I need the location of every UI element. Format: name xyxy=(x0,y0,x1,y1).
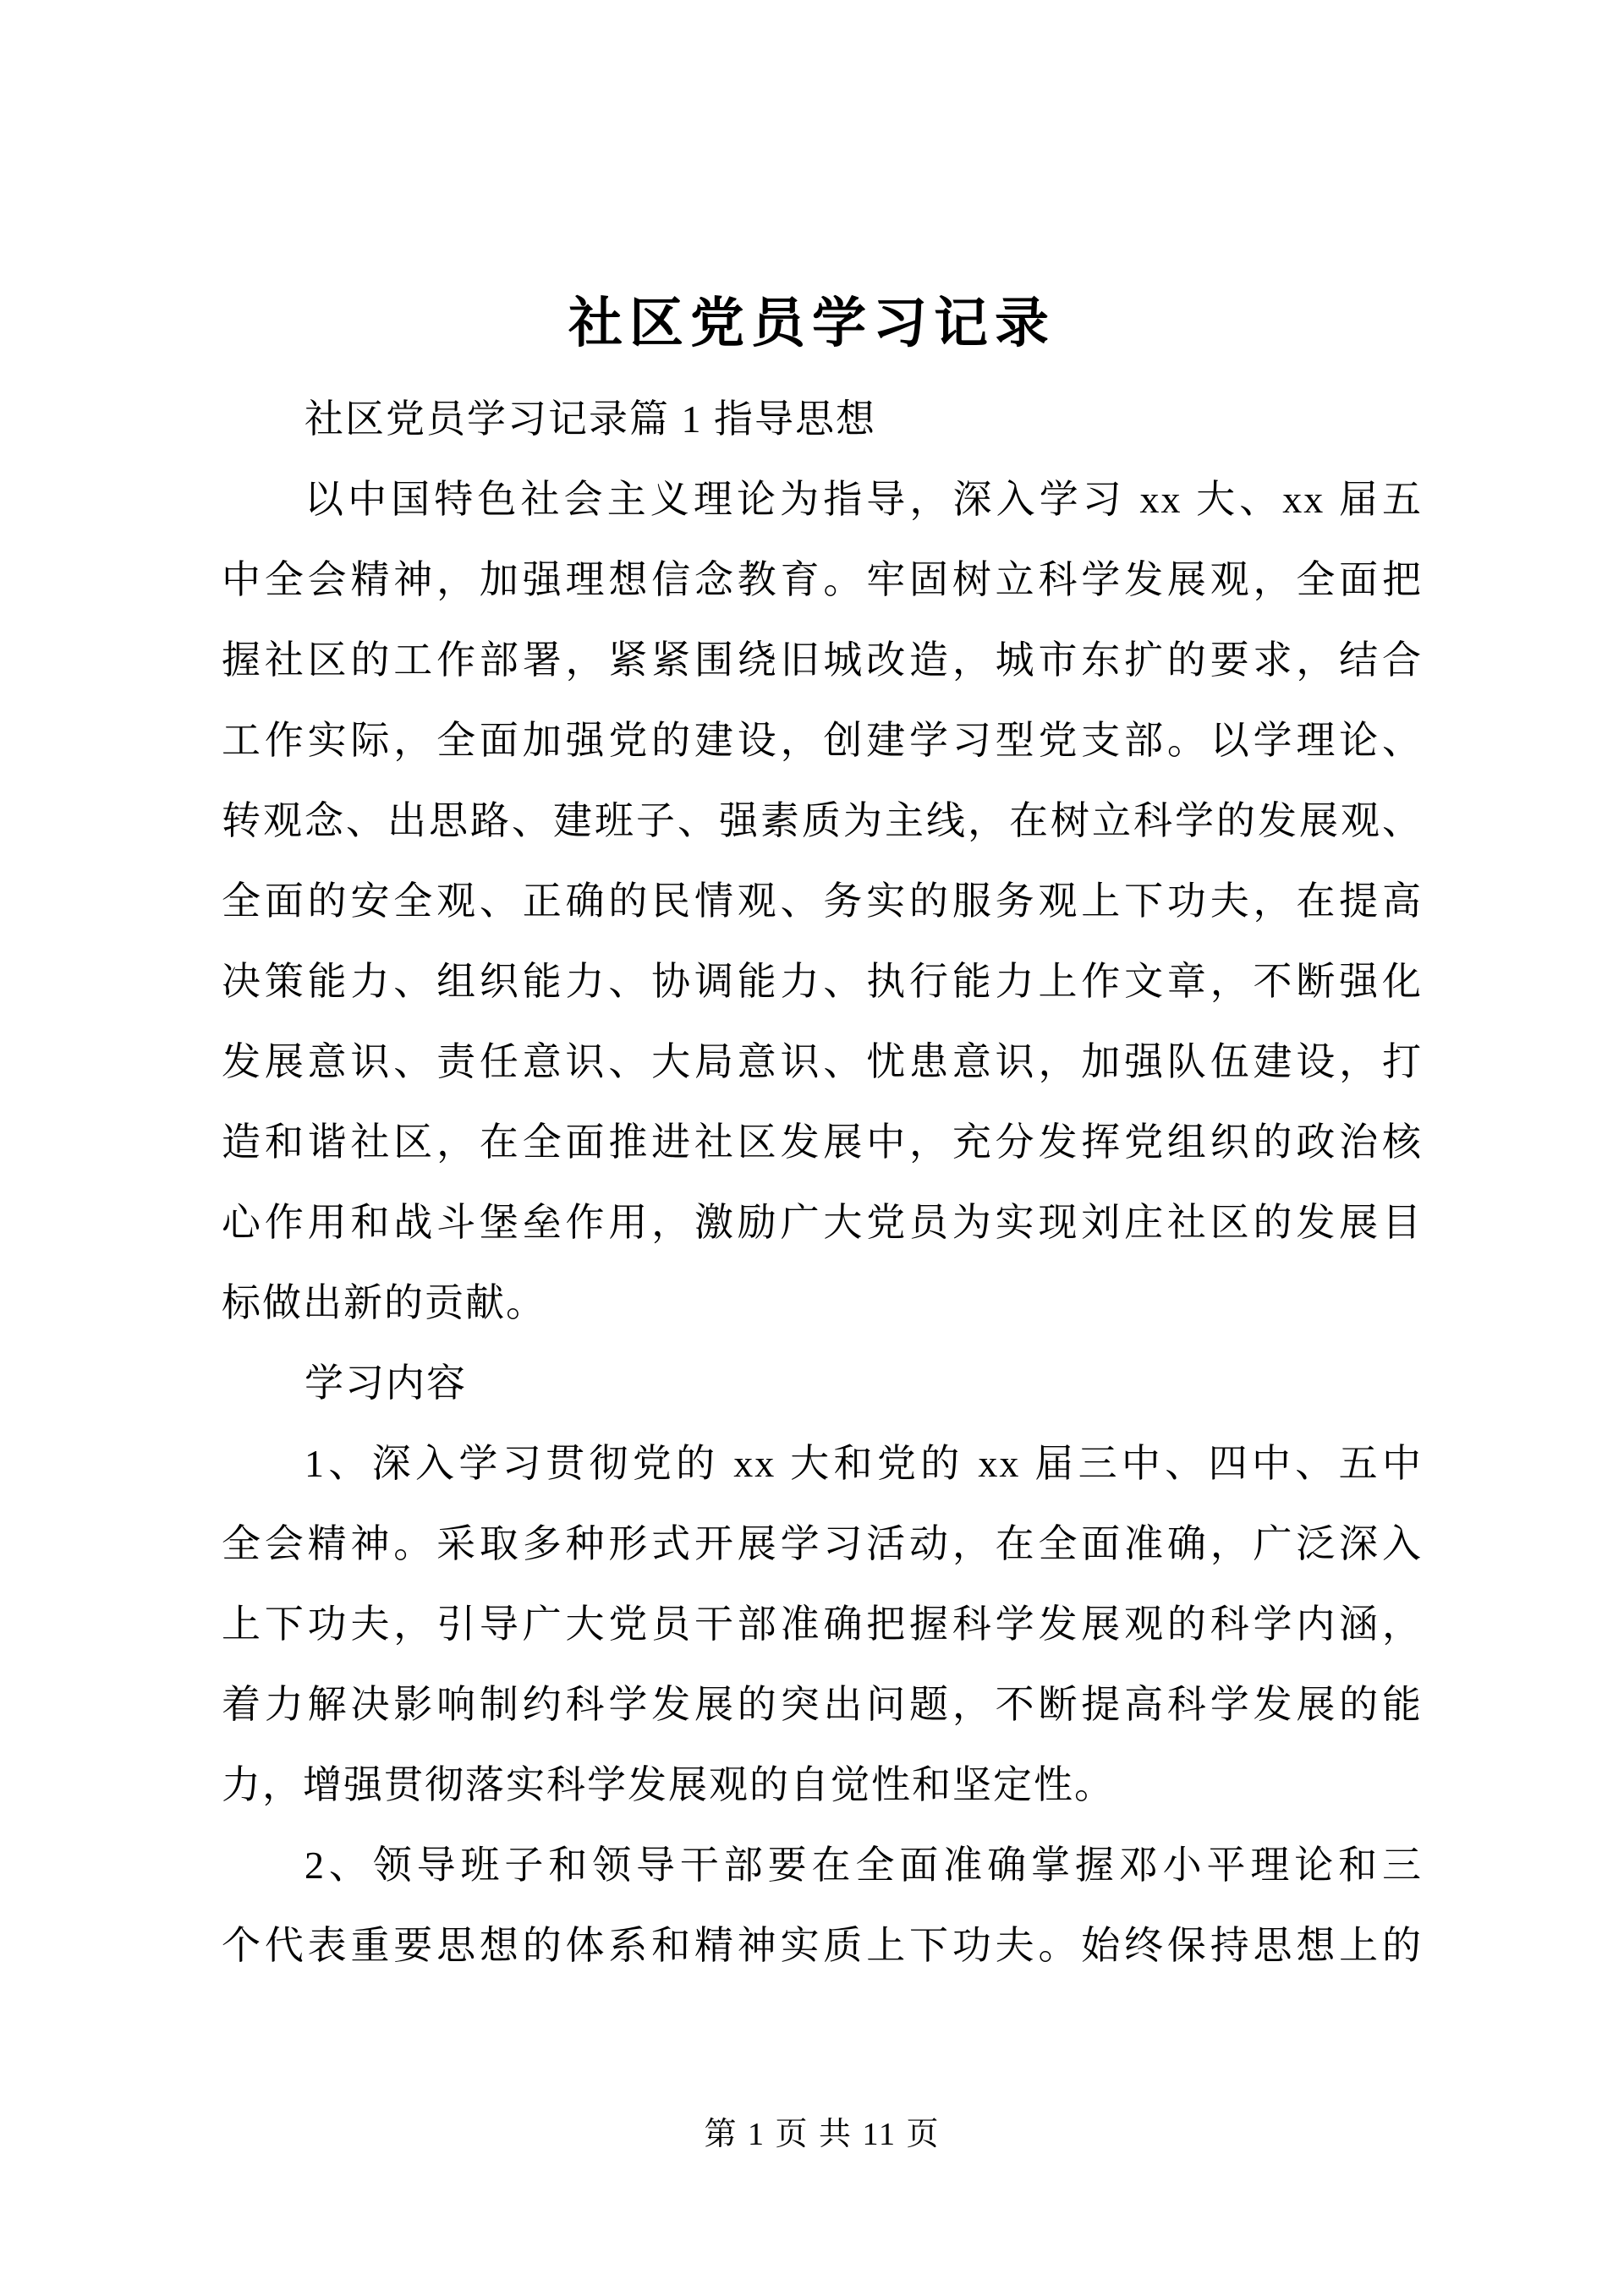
text-line: 力，增强贯彻落实科学发展观的自觉性和坚定性。 xyxy=(222,1763,1115,1806)
text-line: 社区党员学习记录篇 1 指导思想 xyxy=(304,397,876,441)
text-line: 决策能力、组织能力、协调能力、执行能力上作文章，不断强化 xyxy=(222,960,1423,1003)
text-line: 1、深入学习贯彻党的 xx 大和党的 xx 届三中、四中、五中 xyxy=(304,1442,1423,1485)
text-line: 标做出新的贡献。 xyxy=(222,1281,546,1324)
page-number: 第 1 页 共 11 页 xyxy=(704,2117,941,2152)
text-line: 心作用和战斗堡垒作用，激励广大党员为实现刘庄社区的发展目 xyxy=(222,1201,1423,1244)
text-line: 上下功夫，引导广大党员干部准确把握科学发展观的科学内涵， xyxy=(222,1603,1423,1646)
text-line: 以中国特色社会主义理论为指导，深入学习 xx 大、xx 届五 xyxy=(304,478,1423,521)
text-line: 发展意识、责任意识、大局意识、忧患意识，加强队伍建设，打 xyxy=(222,1040,1423,1083)
page-footer xyxy=(0,2114,1624,2155)
text-line: 造和谐社区，在全面推进社区发展中，充分发挥党组织的政治核 xyxy=(222,1121,1423,1164)
text-line: 全会精神。采取多种形式开展学习活动，在全面准确，广泛深入 xyxy=(222,1522,1423,1565)
document-title: 社区党员学习记录 xyxy=(568,293,1056,353)
text-line: 全面的安全观、正确的民情观、务实的服务观上下功夫，在提高 xyxy=(222,879,1423,923)
text-line: 学习内容 xyxy=(304,1362,467,1405)
text-line: 中全会精神，加强理想信念教育。牢固树立科学发展观，全面把 xyxy=(222,558,1423,601)
text-line: 个代表重要思想的体系和精神实质上下功夫。始终保持思想上的 xyxy=(222,1924,1423,1967)
text-line: 工作实际，全面加强党的建设，创建学习型党支部。以学理论、 xyxy=(222,719,1423,762)
text-line: 转观念、出思路、建班子、强素质为主线，在树立科学的发展观、 xyxy=(222,799,1423,842)
text-line: 握社区的工作部署，紧紧围绕旧城改造，城市东扩的要求，结合 xyxy=(222,638,1423,682)
document-body xyxy=(0,379,1624,1986)
text-line: 着力解决影响制约科学发展的突出问题，不断提高科学发展的能 xyxy=(222,1683,1423,1726)
text-line: 2、领导班子和领导干部要在全面准确掌握邓小平理论和三 xyxy=(304,1844,1423,1887)
